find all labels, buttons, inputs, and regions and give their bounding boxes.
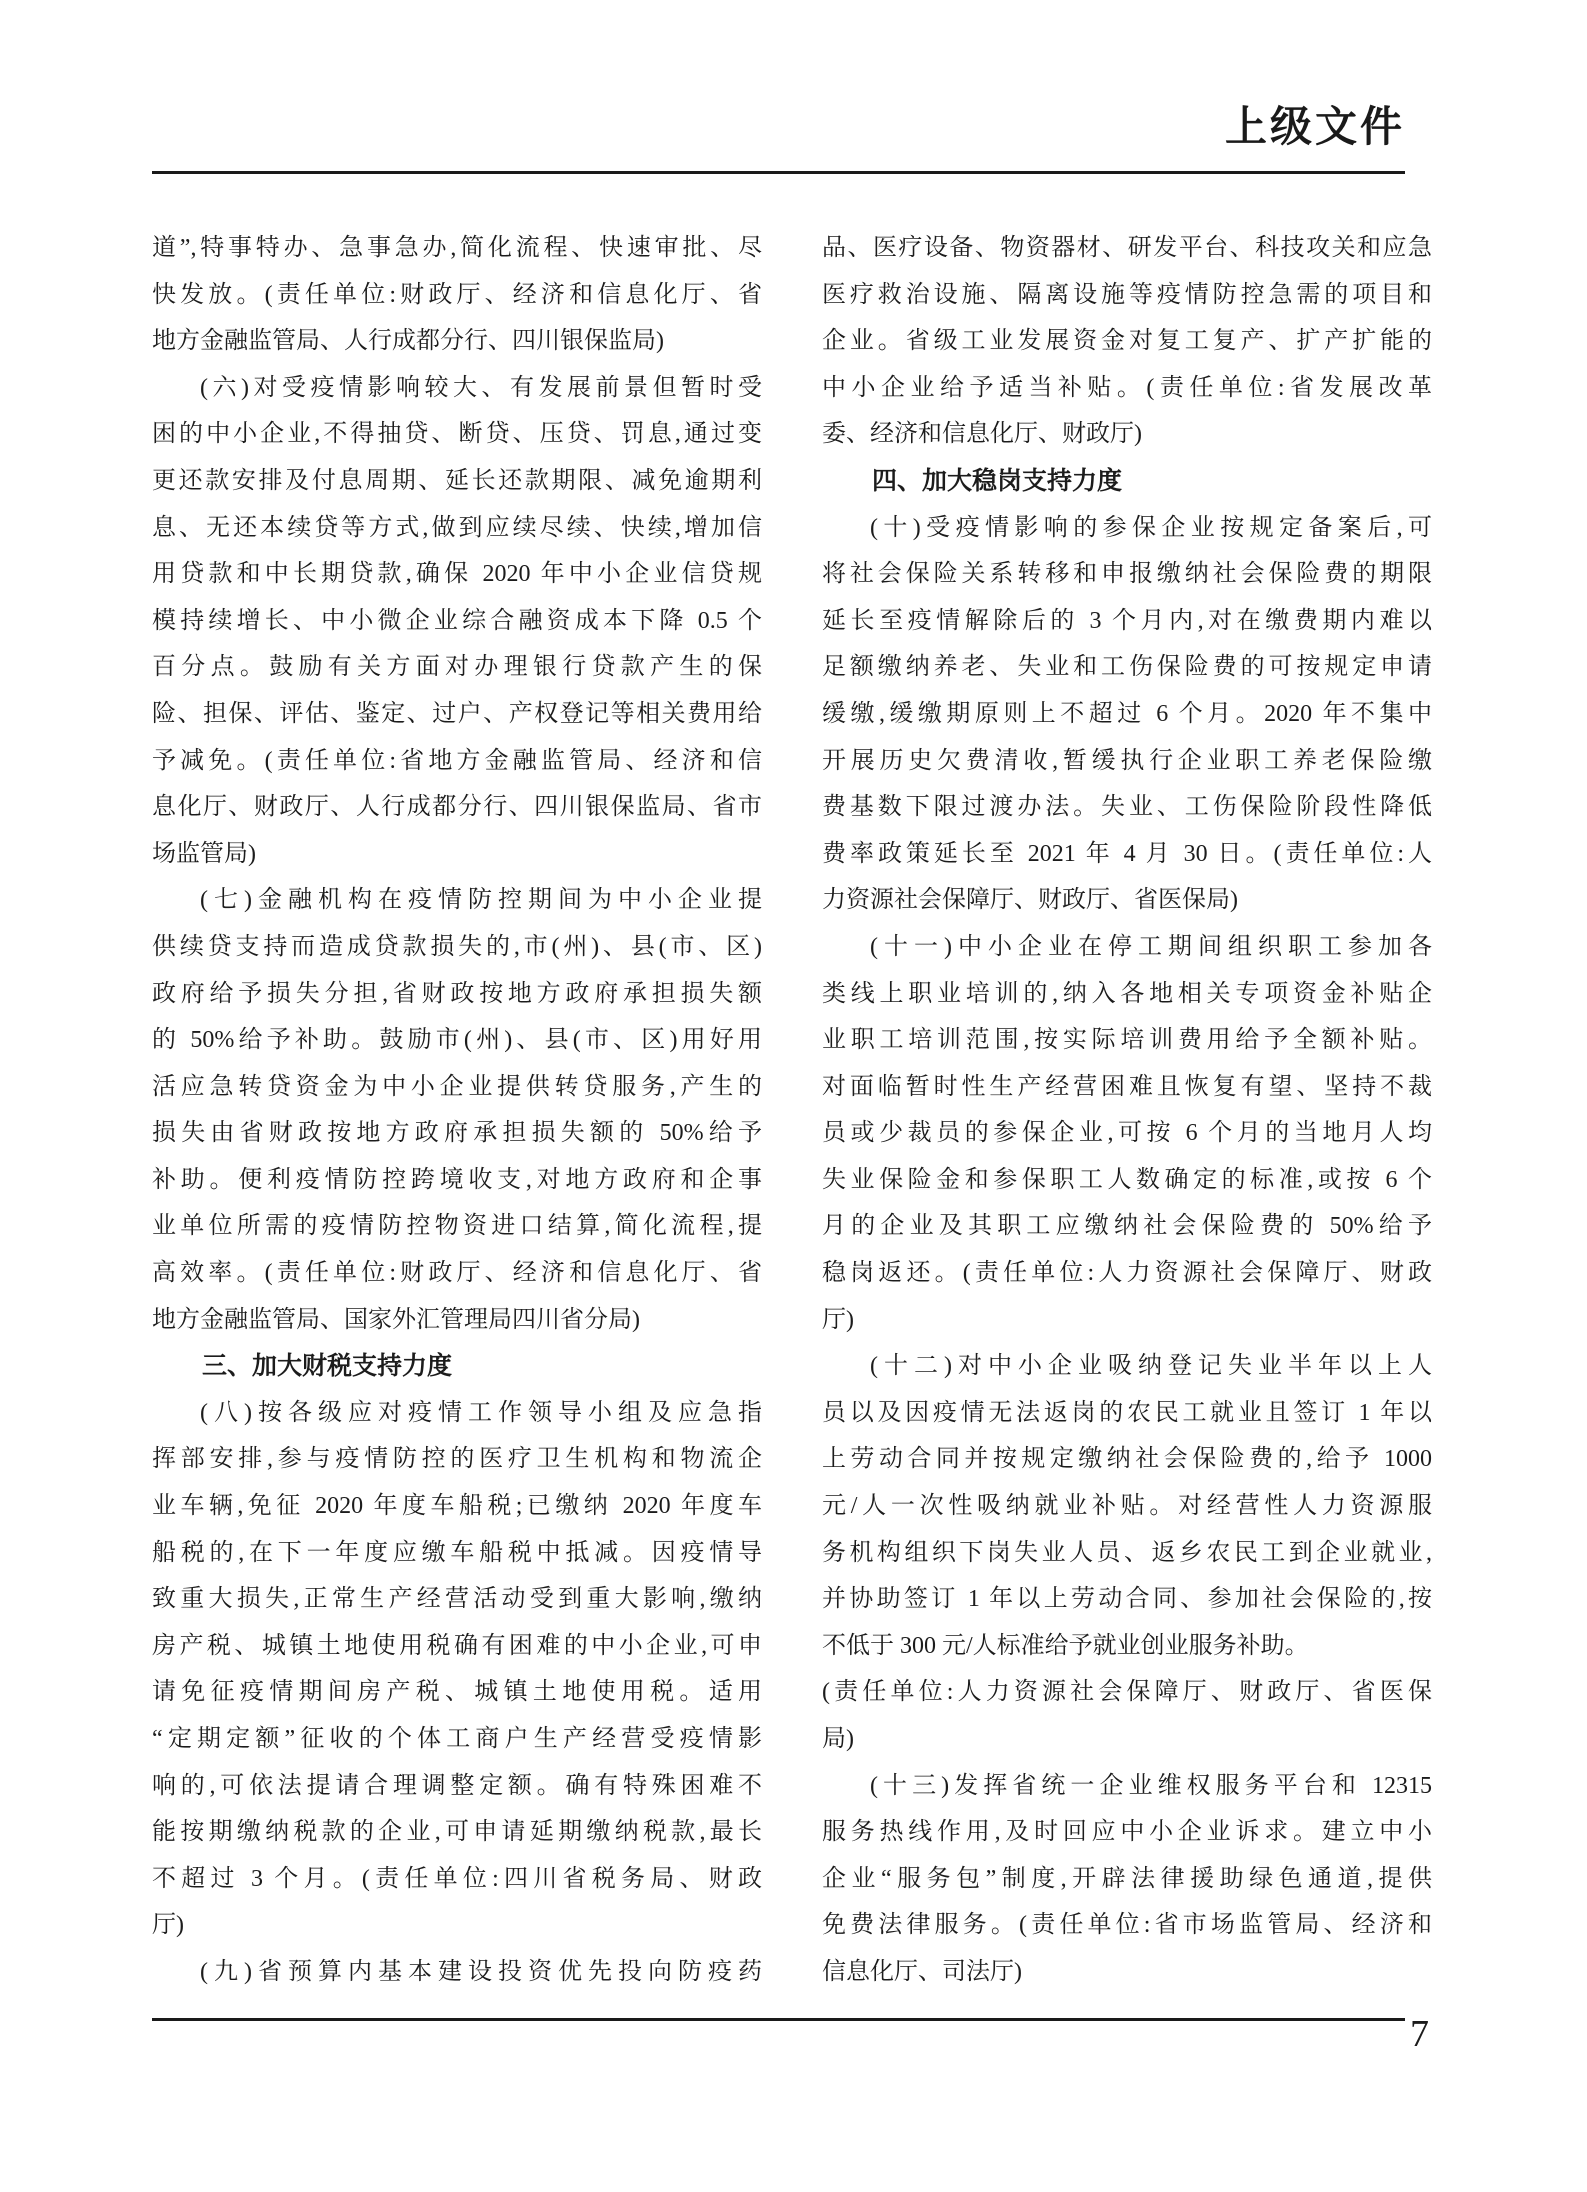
text-line: 快发放。(责任单位:财政厅、经济和信息化厅、省 <box>152 281 762 308</box>
left-column <box>152 225 762 1996</box>
text-line: 费基数下限过渡办法。失业、工伤保险阶段性降低 <box>822 794 1432 821</box>
text-line: 船税的,在下一年度应缴车船税中抵减。因疫情导 <box>152 1539 762 1566</box>
text-line: 的 50%给予补助。鼓励市(州)、县(市、区)用好用 <box>152 1027 762 1054</box>
text-line: (八)按各级应对疫情工作领导小组及应急指 <box>200 1399 762 1426</box>
text-line: 稳岗返还。(责任单位:人力资源社会保障厅、财政 <box>822 1260 1432 1287</box>
text-line: 供续贷支持而造成贷款损失的,市(州)、县(市、区) <box>152 933 762 960</box>
text-line: 场监管局) <box>152 840 256 867</box>
text-line: 响的,可依法提请合理调整定额。确有特殊困难不 <box>152 1772 762 1799</box>
text-line: 业单位所需的疫情防控物资进口结算,简化流程,提 <box>152 1213 762 1240</box>
text-line: 道”,特事特办、急事急办,简化流程、快速审批、尽 <box>152 235 762 261</box>
text-line: 更还款安排及付息周期、延长还款期限、减免逾期利 <box>152 467 762 494</box>
text-line: 开展历史欠费清收,暂缓执行企业职工养老保险缴 <box>822 747 1432 774</box>
text-line: 员以及因疫情无法返岗的农民工就业且签订 1 年以 <box>822 1399 1432 1426</box>
text-line: 失业保险金和参保职工人数确定的标准,或按 6 个 <box>822 1166 1432 1193</box>
page-number: 7 <box>1410 2013 1429 2055</box>
text-line: (责任单位:人力资源社会保障厅、财政厅、省医保 <box>822 1679 1432 1706</box>
text-line: 百分点。鼓励有关方面对办理银行贷款产生的保 <box>152 654 762 681</box>
text-line: (九)省预算内基本建设投资优先投向防疫药 <box>200 1958 762 1985</box>
text-line: 务机构组织下岗失业人员、返乡农民工到企业就业, <box>822 1539 1432 1566</box>
right-column <box>822 225 1432 1996</box>
text-line: 企业。省级工业发展资金对复工复产、扩产扩能的 <box>822 328 1432 355</box>
text-line: 挥部安排,参与疫情防控的医疗卫生机构和物流企 <box>152 1446 762 1473</box>
text-line: 损失由省财政按地方政府承担损失额的 50%给予 <box>152 1120 762 1147</box>
text-line: 费率政策延长至 2021 年 4 月 30 日。(责任单位:人 <box>822 840 1432 867</box>
text-line: 请免征疫情期间房产税、城镇土地使用税。适用 <box>152 1679 762 1706</box>
text-line: 用贷款和中长期贷款,确保 2020 年中小企业信贷规 <box>152 561 762 588</box>
text-line: 元/人一次性吸纳就业补贴。对经营性人力资源服 <box>822 1493 1432 1520</box>
text-line: 补助。便利疫情防控跨境收支,对地方政府和企事 <box>152 1166 762 1193</box>
text-line: 不低于 300 元/人标准给予就业创业服务补助。 <box>822 1632 1309 1659</box>
text-line: 委、经济和信息化厅、财政厅) <box>822 421 1142 448</box>
text-line: (十三)发挥省统一企业维权服务平台和 12315 <box>870 1772 1432 1799</box>
text-line: (十一)中小企业在停工期间组织职工参加各 <box>870 933 1432 960</box>
text-line: 不超过 3 个月。(责任单位:四川省税务局、财政 <box>152 1865 762 1892</box>
text-line: 对面临暂时性生产经营困难且恢复有望、坚持不裁 <box>822 1073 1432 1100</box>
text-line: 政府给予损失分担,省财政按地方政府承担损失额 <box>152 980 762 1007</box>
text-line: 中小企业给予适当补贴。(责任单位:省发展改革 <box>822 374 1432 401</box>
text-line: 致重大损失,正常生产经营活动受到重大影响,缴纳 <box>152 1586 762 1613</box>
text-line: (七)金融机构在疫情防控期间为中小企业提 <box>200 887 762 914</box>
text-line: 业职工培训范围,按实际培训费用给予全额补贴。 <box>822 1027 1432 1054</box>
header-rule <box>152 171 1405 174</box>
text-line: 员或少裁员的参保企业,可按 6 个月的当地月人均 <box>822 1120 1432 1147</box>
text-line: 厅) <box>822 1306 854 1333</box>
text-line: 局) <box>822 1726 854 1752</box>
text-line: 模持续增长、中小微企业综合融资成本下降 0.5 个 <box>152 607 762 634</box>
text-line: 地方金融监管局、国家外汇管理局四川省分局) <box>152 1306 640 1333</box>
text-line: 息化厅、财政厅、人行成都分行、四川银保监局、省市 <box>152 794 762 821</box>
text-line: 息、无还本续贷等方式,做到应续尽续、快续,增加信 <box>152 514 762 541</box>
text-line: “定期定额”征收的个体工商户生产经营受疫情影 <box>152 1726 762 1752</box>
text-line: 企业“服务包”制度,开辟法律援助绿色通道,提供 <box>822 1865 1432 1892</box>
section-heading: 四、加大稳岗支持力度 <box>872 466 1123 495</box>
text-line: 地方金融监管局、人行成都分行、四川银保监局) <box>152 328 664 355</box>
text-line: 厅) <box>152 1912 184 1939</box>
text-line: 业车辆,免征 2020 年度车船税;已缴纳 2020 年度车 <box>152 1493 762 1520</box>
text-line: 免费法律服务。(责任单位:省市场监管局、经济和 <box>822 1912 1432 1939</box>
text-line: 医疗救治设施、隔离设施等疫情防控急需的项目和 <box>822 281 1432 308</box>
text-line: (十二)对中小企业吸纳登记失业半年以上人 <box>870 1353 1432 1380</box>
section-heading: 三、加大财税支持力度 <box>202 1352 453 1381</box>
text-line: 予减免。(责任单位:省地方金融监管局、经济和信 <box>152 747 762 774</box>
text-line: 并协助签订 1 年以上劳动合同、参加社会保险的,按 <box>822 1586 1432 1613</box>
text-line: (六)对受疫情影响较大、有发展前景但暂时受 <box>200 374 762 401</box>
text-line: 将社会保险关系转移和申报缴纳社会保险费的期限 <box>822 561 1432 588</box>
footer-rule <box>152 2018 1405 2021</box>
text-line: 高效率。(责任单位:财政厅、经济和信息化厅、省 <box>152 1260 762 1287</box>
text-line: 类线上职业培训的,纳入各地相关专项资金补贴企 <box>822 980 1432 1007</box>
text-line: 信息化厅、司法厅) <box>822 1958 1022 1985</box>
text-line: 月的企业及其职工应缴纳社会保险费的 50%给予 <box>822 1213 1432 1240</box>
text-line: 服务热线作用,及时回应中小企业诉求。建立中小 <box>822 1819 1432 1846</box>
text-line: (十)受疫情影响的参保企业按规定备案后,可 <box>870 514 1432 541</box>
text-line: 上劳动合同并按规定缴纳社会保险费的,给予 1000 <box>822 1446 1432 1473</box>
page-header-title: 上级文件 <box>1224 103 1405 150</box>
text-line: 力资源社会保障厅、财政厅、省医保局) <box>822 887 1238 914</box>
text-line: 能按期缴纳税款的企业,可申请延期缴纳税款,最长 <box>152 1819 762 1846</box>
text-line: 品、医疗设备、物资器材、研发平台、科技攻关和应急 <box>822 235 1432 261</box>
text-line: 缓缴,缓缴期原则上不超过 6 个月。2020 年不集中 <box>822 700 1432 727</box>
text-line: 足额缴纳养老、失业和工伤保险费的可按规定申请 <box>822 654 1432 681</box>
text-line: 延长至疫情解除后的 3 个月内,对在缴费期内难以 <box>822 607 1432 634</box>
text-line: 房产税、城镇土地使用税确有困难的中小企业,可申 <box>152 1632 762 1659</box>
text-line: 活应急转贷资金为中小企业提供转贷服务,产生的 <box>152 1073 762 1100</box>
text-line: 困的中小企业,不得抽贷、断贷、压贷、罚息,通过变 <box>152 421 762 448</box>
text-line: 险、担保、评估、鉴定、过户、产权登记等相关费用给 <box>152 700 762 727</box>
